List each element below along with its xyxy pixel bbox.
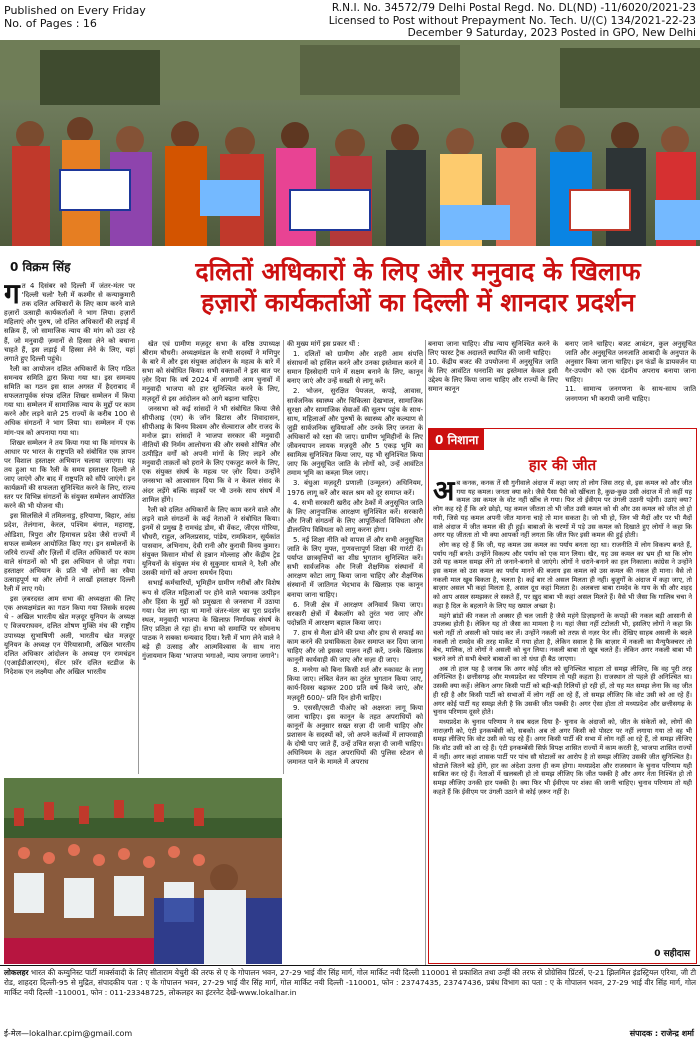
- imprint-footer: [4, 968, 696, 999]
- article-continuation-4: बनाया जाना चाहिए। शीघ्र न्याय सुनिश्चित करने के लिए फास्ट ट्रैक अदालतें स्थापित की जानी चाहिए। 10. केंद्रीय बजट की उपयोजना में अनुसूचित जाति के लिए आवंटित धनराशि का इस्तेमाल केवल इसी उद्देश्य के लिए किया जाना चाहिए और राज्यों के लिए समान कानून: [428, 340, 558, 394]
- article-paragraph: सभाई कर्मचारियों, भूमिहीन ग्रामीण गरीबों और विशेष रूप से दलित महिलाओं पर होने वाले भयानक उत्पीड़न और हिंसा के मुद्दों को प्रमुखता से जनसभा में उठाया गया। पेश लग रहा था मानो जंतर-मंतर का पूरा प्रदर्शन स्थल, मनुवादी भाजपा के खिलाफ़ निर्णायक संघर्ष के लिए प्रतिज्ञा ले रहा हो। सभा को समाप्ति पर सोमनाथ पाठक ने सबका धन्यवाद दिया। रैली में भाग लेने वाले ने बड़े ही उत्साह और आत्मविश्वास के साथ नारा गुंजायमान किया 'भाजपा भगाओ, न्याय जगाना जगाने'।: [142, 579, 280, 661]
- nishana-paragraph: ब कनक, कनक तें सौ गुनीवाले अंदाज में कहा जाए तो लोग जिस तरह से, इस कमल को और जीत गया यह कमल। जनता क्या करे। जैसे पैसा पैसे को खींचता है, कुछ-कुछ उसी अंदाज में तो कहीं यह कमल उस कमल के वोट नहीं खींच ले गया। फिर तो ईवीएम पर उंगली उठानी पड़ेगी। उठाएं क्या? लोग कह रहे हैं कि अरे छोड़ो, यह कमल जीतता तो भी जीत उसी कमल को थी और उस कमल को जीत तो हो गयी, जिसे यह कमल अपनी जीत मानना चाहे तो मान सकता है। जो भी हो, जिन भी मैदों और पर भी मैदों वाले अंदाज में जीत कमल की ही हुई। बाबाओं के चरणों में पड़े उस कमल को दिखाते हुए लोगों ने कहा कि अगर यह जीतता तो भी क्या आपको नहीं लगता कि जीत फिर इसी कमल की हुई होती।: [433, 479, 692, 540]
- editor-credit: संपादक : राजेन्द्र शर्मा: [629, 1029, 694, 1038]
- article-continuation-5: बनाए जाने चाहिए। बजट आवंटन, कुल अनुसूचित जाति और अनुसूचित जनजाति आबादी के अनुपात के अनुसार किया जाना चाहिए। इन फंडों के डायवर्जन या गैर-उपयोग को एक दंडनीय अपराध बनाया जाना चाहिए। 11. सामान्य जनगणना के साथ-साथ जाति जनगणना भी करायी जानी चाहिए।: [565, 340, 696, 403]
- article-paragraph: खेत एवं ग्रामीण मज़दूर सभा के वरिष्ठ उपाध्यक्ष श्रीराम चौधरी। अध्यक्षमंडल के सभी सदस्यों ने मणिपुर के बारे में और इस संयुक्त आंदोलन के महत्व के बारे में सभा को संबोधित किया। सभी वक्ताओं ने इस बात पर ज़ोर दिया कि वर्ष 2024 में आगामी आम चुनावों में मनुवादी भाजपा को हार सुनिश्चित करने के लिए, मज़दूरों से इस आंदोलन को आगे बढ़ाना चाहिए।: [142, 340, 280, 403]
- demand-item: 3. बंधुआ मज़दूरी प्रणाली (उन्मूलन) अधिनियम, 1976 लागू करें और काल श्रम को दूर समाप्त करें।: [287, 479, 423, 497]
- headline-line-1: दलितों अधिकारों के लिए और मनुवाद के खिलाफ: [195, 257, 641, 286]
- nishana-paragraph: मध्यप्रदेश के चुनाव परिणाम ने सब बदल दिया है- चुनाव के अंदाजों को, जीत के संकेतों को, लोगों की नाराज़गी को, एंटी इनकम्बेंसी को, सबको। अब तो अगर किसी को पोस्टर पर नहीं लगाया गया तो वह भी समझ लीजिए कि वोट उसी को पड़ रहे हैं। अगर किसी पार्टी की सभा में लोग नहीं आ रहे हैं, तो समझ लीजिए कि वोट उसी को आ रहे हैं। एंटी इनकम्बेंसी सिर्फ़ विपक्ष शासित राज्यों में काम करती है, भाजपा शासित राज्यों में नहीं। अगर कहां शासक पार्टी पर पांच सौ घोटालों का आरोप है तो समझ लीजिए उसकी जीत सुनिश्चित है। घोटाले जितने बड़े होंगे, हार का अंदेशा उतना ही कम होगा। मध्यप्रदेश और राजस्थान के चुनाव परिणाम यही साबित कर रहे हैं। नेताओं में खलबली हो तो समझ लीजिए कि जीत पक्की है और अगर नेता निश्चिंत हो तो समझ लीजिए उनकी हार पक्की है। क्या फिर भी ईवीएम पर शंका की जानी चाहिए। चुनाव परिणाम तो यही कहते हैं कि ईवीएम पर उंगली उठाने से कोई ज़रूर नहीं है।: [433, 717, 692, 796]
- rally-stage-photo: [4, 778, 282, 964]
- demand-item: 5. नई शिक्षा नीति को वापस लें और सभी अनुसूचित जाति के लिए मुफ्त, गुणवत्तापूर्ण शिक्षा की गारंटी दें। पर्याप्त छात्रवृत्तियों का शीघ्र भुगतान सुनिश्चित करें। सभी सार्वजनिक और निजी शैक्षणिक संस्थानों में आरक्षण कोटा लागू किया जाना चाहिए और शैक्षणिक संस्थानों में जातिगत भेदभाव के खिलाफ़ एक कानून बनाया जाना चाहिए।: [287, 535, 423, 599]
- demand-item: 8. मनरेगा को बिना किसी शर्त और रुकावट के लागू किया जाए। लंबित वेतन का तुरंत भुगतान किया जाए, कार्य-दिवस बढ़ाकर 200 प्रति वर्ष किये जाएं, और मज़दूरी 600/- प्रति दिन होनी चाहिए।: [287, 666, 423, 702]
- nishana-paragraph: अब तो हाल यह है जनाब कि अगर कोई जीत को सुनिश्चित चाहता तो समझ लीजिए, कि वह पूरी तरह अनिश्चित है। छत्तीसगढ़ और मध्यप्रदेश का परिणाम तो यही कहता है। राजस्थान तो पहले ही अनिश्चित था। उसकी क्या कहें। लेकिन अगर किसी पार्टी को बड़ी-बड़ी रिलियों हो रही हों, तो यह मत समझ लेना कि वह जीत ही रही है और किसी पार्टी को सभाओं में लोग नहीं आ रहे हैं, तो समझ लीजिए कि वोट उसी को आ रहे हैं। अगर कोई पार्टी यह समझ लेती है कि उसकी जीत पक्की है। अगर ऐसा होता तो मध्यप्रदेश और छत्तीसगढ़ के चुनाव परिणाम दूसरे होते।: [433, 664, 692, 717]
- byline: 0 विक्रम सिंह: [10, 260, 71, 274]
- dropcap: अ: [433, 479, 455, 507]
- article-column-2: [142, 340, 280, 774]
- article-paragraph: त 4 दिसंबर को दिल्ली में जंतर-मंतर पर 'दिल्ली चलो' रैली में कश्मीर से कन्याकुमारी तक दलित अधिकारों के लिए काम करने वाले हज़ारों उत्साही कार्यकर्ताओं ने भाग लिया। हज़ारों महिलाएं और पुरुष, जो दलित अधिकारों की लड़ाई में सक्रिय हैं, जो सामाजिक न्याय की मांग को उठा रहे हैं, जो मनुवादी ज़मानों से हिस्सा लेने को बचाना चाहते हैं, इस लड़ाई में हिस्सा लेने के लिए, यहां लगाते हुए दिल्ली पहुंचे।: [4, 282, 135, 363]
- article-paragraph: रैली का आयोजन दलित अधिकारों के लिए गठित समन्वय समिति द्वारा किया गया था। इस समन्वय समिति का गठन इस साल अगस्त में हैदराबाद में सफलतापूर्वक संपन्न दलित शिखर सम्मेलन में किया गया था। सम्मेलन में सामाजिक न्याय के मुद्दों पर काम करने और लड़ने वाले 25 राज्यों के करीब 100 से अधिक संगठनों ने भाग लिया था। सम्मेलन में एक मांग-पत्र को अपनाया गया था।: [4, 364, 135, 437]
- nishana-signature: 0 सहीदास: [654, 949, 690, 959]
- page-count: No. of Pages : 16: [4, 17, 97, 30]
- nishana-satire-box: [428, 428, 697, 964]
- nishana-paragraph: महंगे ब्रांडों की नकल तो अक्सर ही चल जाती है जैसे महंगे डिज़ाइनरों के कपड़ों की नकल बड़ी आसानी से उपलब्ध होती है। लेकिन यह तो जैसा का मामला है न। यहां जैसा नहीं टटोलती भी, इसलिए लोगों ने कहा कि चलो नहीं तो असली को पसंद कर लें। उन्होंने नकली को तरफ़ से नज़र फेर ली। देखिए साहब असली के बदले नकली तो रामदेव की तरह मार्केट में गया होता है, लेकिन सवाल है कि बाज़ार में नकली का मैन्युफैक्चरर तो बेच, मालिक, तो लोगों ने असली को चुन लिया। नकली बाबा तो खूब चलते हैं। लेकिन अगर नकली बाबा भी चलने लगे तो सभी बेचारे बाबाओं का तो धंधा ही बैठ जाएगा।: [433, 611, 692, 664]
- demand-item: 2. भोजन, सुरक्षित पेयजल, कपड़े, आवास, सार्वजनिक स्वास्थ्य और चिकित्सा देखभाल, सामाजिक सुरक्षा और सामाजिक सेवाओं की सुलभ पहुंच के साथ-साथ, महिलाओं और पुरुषों के स्वास्थ्य और कल्याण से जुड़ी सार्वजनिक सुविधाओं और उनके लिए जनता के अधिकारों को रक्षा की जाए। ग्रामीण भूमिहीनों के लिए जीवनयापन लायक मज़दूरी और 5 एकड़ भूमि का स्वामित्व सुनिश्चित किया जाए, यह भी सुनिश्चित किया जाए कि अनुसूचित जाति के लोगों को, उन्हें आवंटित तमाम भूमि का कब्ज़ा मिल जाए।: [287, 387, 423, 478]
- demand-item: 9. एससी/एसटी पीओए को अक्षरशः लागू किया जाना चाहिए। इस कानून के तहत अपराधियों को कानूनों के अनुसार सख्त सज़ा दी जानी चाहिए और प्रशासन के सदस्यों को, जो अपने कर्तव्यों में लापरवाही के दोषी पाए जाते हैं, उन्हें उचित सज़ा दी जानी चाहिए। अधिनियम के तहत अपराधियों की पुलिस स्टेशन से जमानत पाने के मामले में अपराध: [287, 703, 423, 767]
- postal-license: Licensed to Post without Prepayment No. Tech. U/(C) 134/2021-22-23: [328, 14, 696, 27]
- article-column-1: [4, 282, 135, 774]
- column-divider: [283, 340, 284, 774]
- nishana-paragraph: लोग कह रहे हैं कि जी, यह कमल उस कमल का पर्याय बनता रहा था। राजनीति में लोग विकल्प बनते हैं, पर्याय नहीं बनते। उन्होंने विकल्प और पर्याय को एक मान लिया। खैर, यह उस कमल का भ्रम ही था कि लोग उसे यह कमल समझ लेंगे तो जनाने-बनाने से जाएंगे। लोगों ने धराने-बनाने का हल निकाला। कांग्रेस ने उन्होंने इस कमल को उस कमल का पर्याय मानने की बजाय इस कमल को उस कमल की नकल ही माना। वैसे तो नकली माल खूब बिकता है, चलता है। कई बार तो असल मिलता ही नहीं। बुजुर्गों के अंदाज में कहा जाए, तो बाज़ार असल भी कहां मिलता है, असल दूध कहां मिलता है। अलबत्ता बाबा रामदेव के गाय के घी और शहद को आप असल समझकर ले सकते हैं, पर ख़ुद बाबा भी कहां असल मिलते हैं। वैसे भी जैसा कि गालिब चचा ने कहा है दिल के बहलाने के लिए यह ख्याल अच्छा है।: [433, 540, 692, 610]
- article-paragraph: जनसभा को कई सांसदों ने भी संबोधित किया जैसे सीपीआइ (एम) के जॉन ब्रिटास और शिवादासन, सीपीआइ के बिनय विश्वम और सेल्वाराज और राजद के मनोज झा। सांसदों ने भाजपा सरकार की मनुवादी नीतियों की निर्मम आलोचना की और सबसे शोषित और उत्पीड़ित वर्गों को अपनी मांगों के लिए लड़ने और मनुवादी ताक़तों को हराने के लिए एकजुट करने के लिए, एक संयुक्त संघर्ष के महत्व पर ज़ोर दिया। उन्होंने जनसभा को आश्वासन दिया कि वे न केवल संसद के अंदर लड़ेंगे बल्कि सड़कों पर भी उनके साथ संघर्ष में शामिल होंगे।: [142, 404, 280, 504]
- nishana-body: [433, 479, 692, 944]
- nishana-title: हार की जीत: [528, 456, 597, 474]
- demand-item: 1. दलितों को ग्रामीण और शहरी आम संपत्ति संसाधनों को हासिल करने और उनका इस्तेमाल करने में समान हिस्सेदारी पाने में सक्षम बनाने के लिए, कानून बनाए जाएं और उन्हें सख्ती से लागू करें।: [287, 350, 423, 386]
- demand-item: 4. सभी सरकारी खरीद और ठेकों में अनुसूचित जाति के लिए आनुपातिक आरक्षण सुनिश्चित करें। सरकारी और निजी संगठनों के लिए आपूर्तिकर्ता विविधता और डीलरशिप विविधता को लागू करना होगा।: [287, 498, 423, 534]
- imprint-text: भारत की कम्युनिस्ट पार्टी मार्क्सवादी के लिए सीताराम येचुरी की तरफ से ए के गोपालन भवन, 27-29 भाई वीर सिंह मार्ग, गोल मार्किट नयी दिल्ली 110001 से प्रकाशित तथा उन्हीं की तरफ से प्रोग्रेसिव प्रिंटर्स, ए-21 झिलमिल इंडस्ट्रियल एरिया, जी टी रोड, शाहदरा दिल्ली-95 से मुद्रित, संपादकीय पता : ए के गोपालन भवन, 27-29 भाई वीर सिंह मार्ग, गोल मार्किट नयी दिल्ली -110001, फोन : 23747435, 23747436, प्रबंध विभाग का पता : ए के गोपालन भवन, 27-29 भाई वीर सिंह मार्ग, गोल मार्किट नयी दिल्ली -110001, फोन : 011-23348725, लोकलहर का इंटरनेट देखें-www.lokalhar.in: [4, 968, 696, 998]
- dropcap: ग: [4, 282, 20, 310]
- rally-crowd-photo: [0, 40, 700, 246]
- publication-info: [4, 4, 146, 30]
- rni-number: R.N.I. No. 34572/79 Delhi Postal Regd. No. DL(ND) -11/6020/2021-23: [331, 2, 696, 14]
- issue-date: December 9 Saturday, 2023 Posted in GPO, New Delhi: [407, 27, 696, 39]
- demands-intro: की मुख्य मांगें इस प्रकार थीं :: [287, 340, 360, 348]
- article-paragraph: इस ज़बरदस्त आम सभा की अध्यक्षता की लिए एक अध्यक्षमंडल का गठन किया गया जिसके सदस्य थे - अखिल भारतीय खेत मज़दूर यूनियन के अध्यक्ष ए विजयराघवन, दलित शोषण मुक्ति मंच की राष्ट्रीय उपाध्यक्ष सुभाषिणी अली, भारतीय खेत मज़दूर यूनियन के अध्यक्ष एन पेरियासामी, अखिल भारतीय दलित अधिकार आंदोलन के अध्यक्ष एन रामचंद्रन (एआईडीआरएम), सेंटर फ़ॉर दलित स्टडीज के निदेशक एन लक्ष्मैया और अखिल भारतीय: [4, 595, 135, 676]
- demand-item: 6. निजी क्षेत्र में आरक्षण अनिवार्य किया जाए। सरकारी क्षेत्रों में बैकलॉग को तुरंत भरा जाए और पदोन्नति में आरक्षण बहाल किया जाए।: [287, 600, 423, 627]
- footer-email: ई-मेल—lokalhar.cpim@gmail.com: [4, 1029, 133, 1038]
- article-paragraph: इस सिलसिले में तमिलनाडु, हरियाणा, बिहार, आंध्र प्रदेश, तेलंगाना, केरल, पश्चिम बंगाल, महाराष्ट्र, ओडिशा, त्रिपुरा और हिमाचल प्रदेश जैसे राज्यों में सफल सम्मेलन आयोजित किए गए। इन सम्मेलनों के जरिये राज्यों और ज़िलों में दलित अधिकारों पर काम वाले संगठनों को भी इस अभियान से जोड़ा गया। हस्ताक्षर अभियान के प्रति भी लोगों का रवैया उत्साहपूर्ण था और लोगों ने लाखों हस्ताक्षर दिल्ली रैली में लाए गये।: [4, 512, 135, 594]
- article-paragraph: शिखर सम्मेलन ने तय किया गया था कि मांगपत्र के आधार पर भारत के राष्ट्रपति को संबोधित एक ज्ञापन पर विशाल हस्ताक्षर अभियान चलाया जाएगा। यह तय हुआ था कि रैली के समय हस्ताक्षर दिल्ली ले जाए जाएंगे और बाद में राष्ट्रपति को सौंपे जाएंगे। इन कार्यक्रमों की सफलता सुनिश्चित करने के लिए, राज्य स्तर पर विभिन्न संगठनों के संयुक्त सम्मेलन आयोजित करने की भी योजना थी।: [4, 438, 135, 511]
- lokalahar-label: लोकलहर: [4, 968, 29, 977]
- article-paragraph: रैली को दलित अधिकारों के लिए काम करने वाले और लड़ने वाले संगठनों के कई नेताओं ने संबोधित किया। इनमें से प्रमुख है रामचंद्र डोम, बी वेंकट, जीएस गोरिया, चौधरी, राहुल, अनिलप्रसाद, पांडेय, रामकिशन, सूर्यकांत पासवान, अभिनाथ, देवी रानी और कुरावी विनय कुमार। संयुक्त किसान मोर्चा से हन्नान मोल्लाह और केंद्रीय ट्रेड यूनियनों के संयुक्त मंच से सुकुमार धामले ने, रैली और उसकी मांगों को अपना समर्थन दिया।: [142, 505, 280, 578]
- nishana-tag: 0 निशाना: [429, 429, 484, 450]
- column-divider: [425, 340, 426, 965]
- headline-line-2: हज़ारों कार्यकर्ताओं का दिल्ली में शानदार प्रदर्शन: [201, 288, 635, 317]
- footer-rule: [0, 965, 700, 966]
- column-divider: [138, 340, 139, 774]
- registration-info: [329, 2, 696, 40]
- demands-column: [287, 340, 423, 970]
- main-headline: [140, 256, 696, 318]
- demand-item: 7. हाथ से मैला ढोने की प्रथा और हाथ से सफाई का काम करने की प्रथाविकता देकर समाप्त कर दिया जाना चाहिए और जो इसका पालन नहीं करें, उनके खिलाफ़ कानूनी कार्यवाही की जाए और सज़ा दी जाए।: [287, 628, 423, 665]
- publication-frequency: Published on Every Friday: [4, 4, 146, 17]
